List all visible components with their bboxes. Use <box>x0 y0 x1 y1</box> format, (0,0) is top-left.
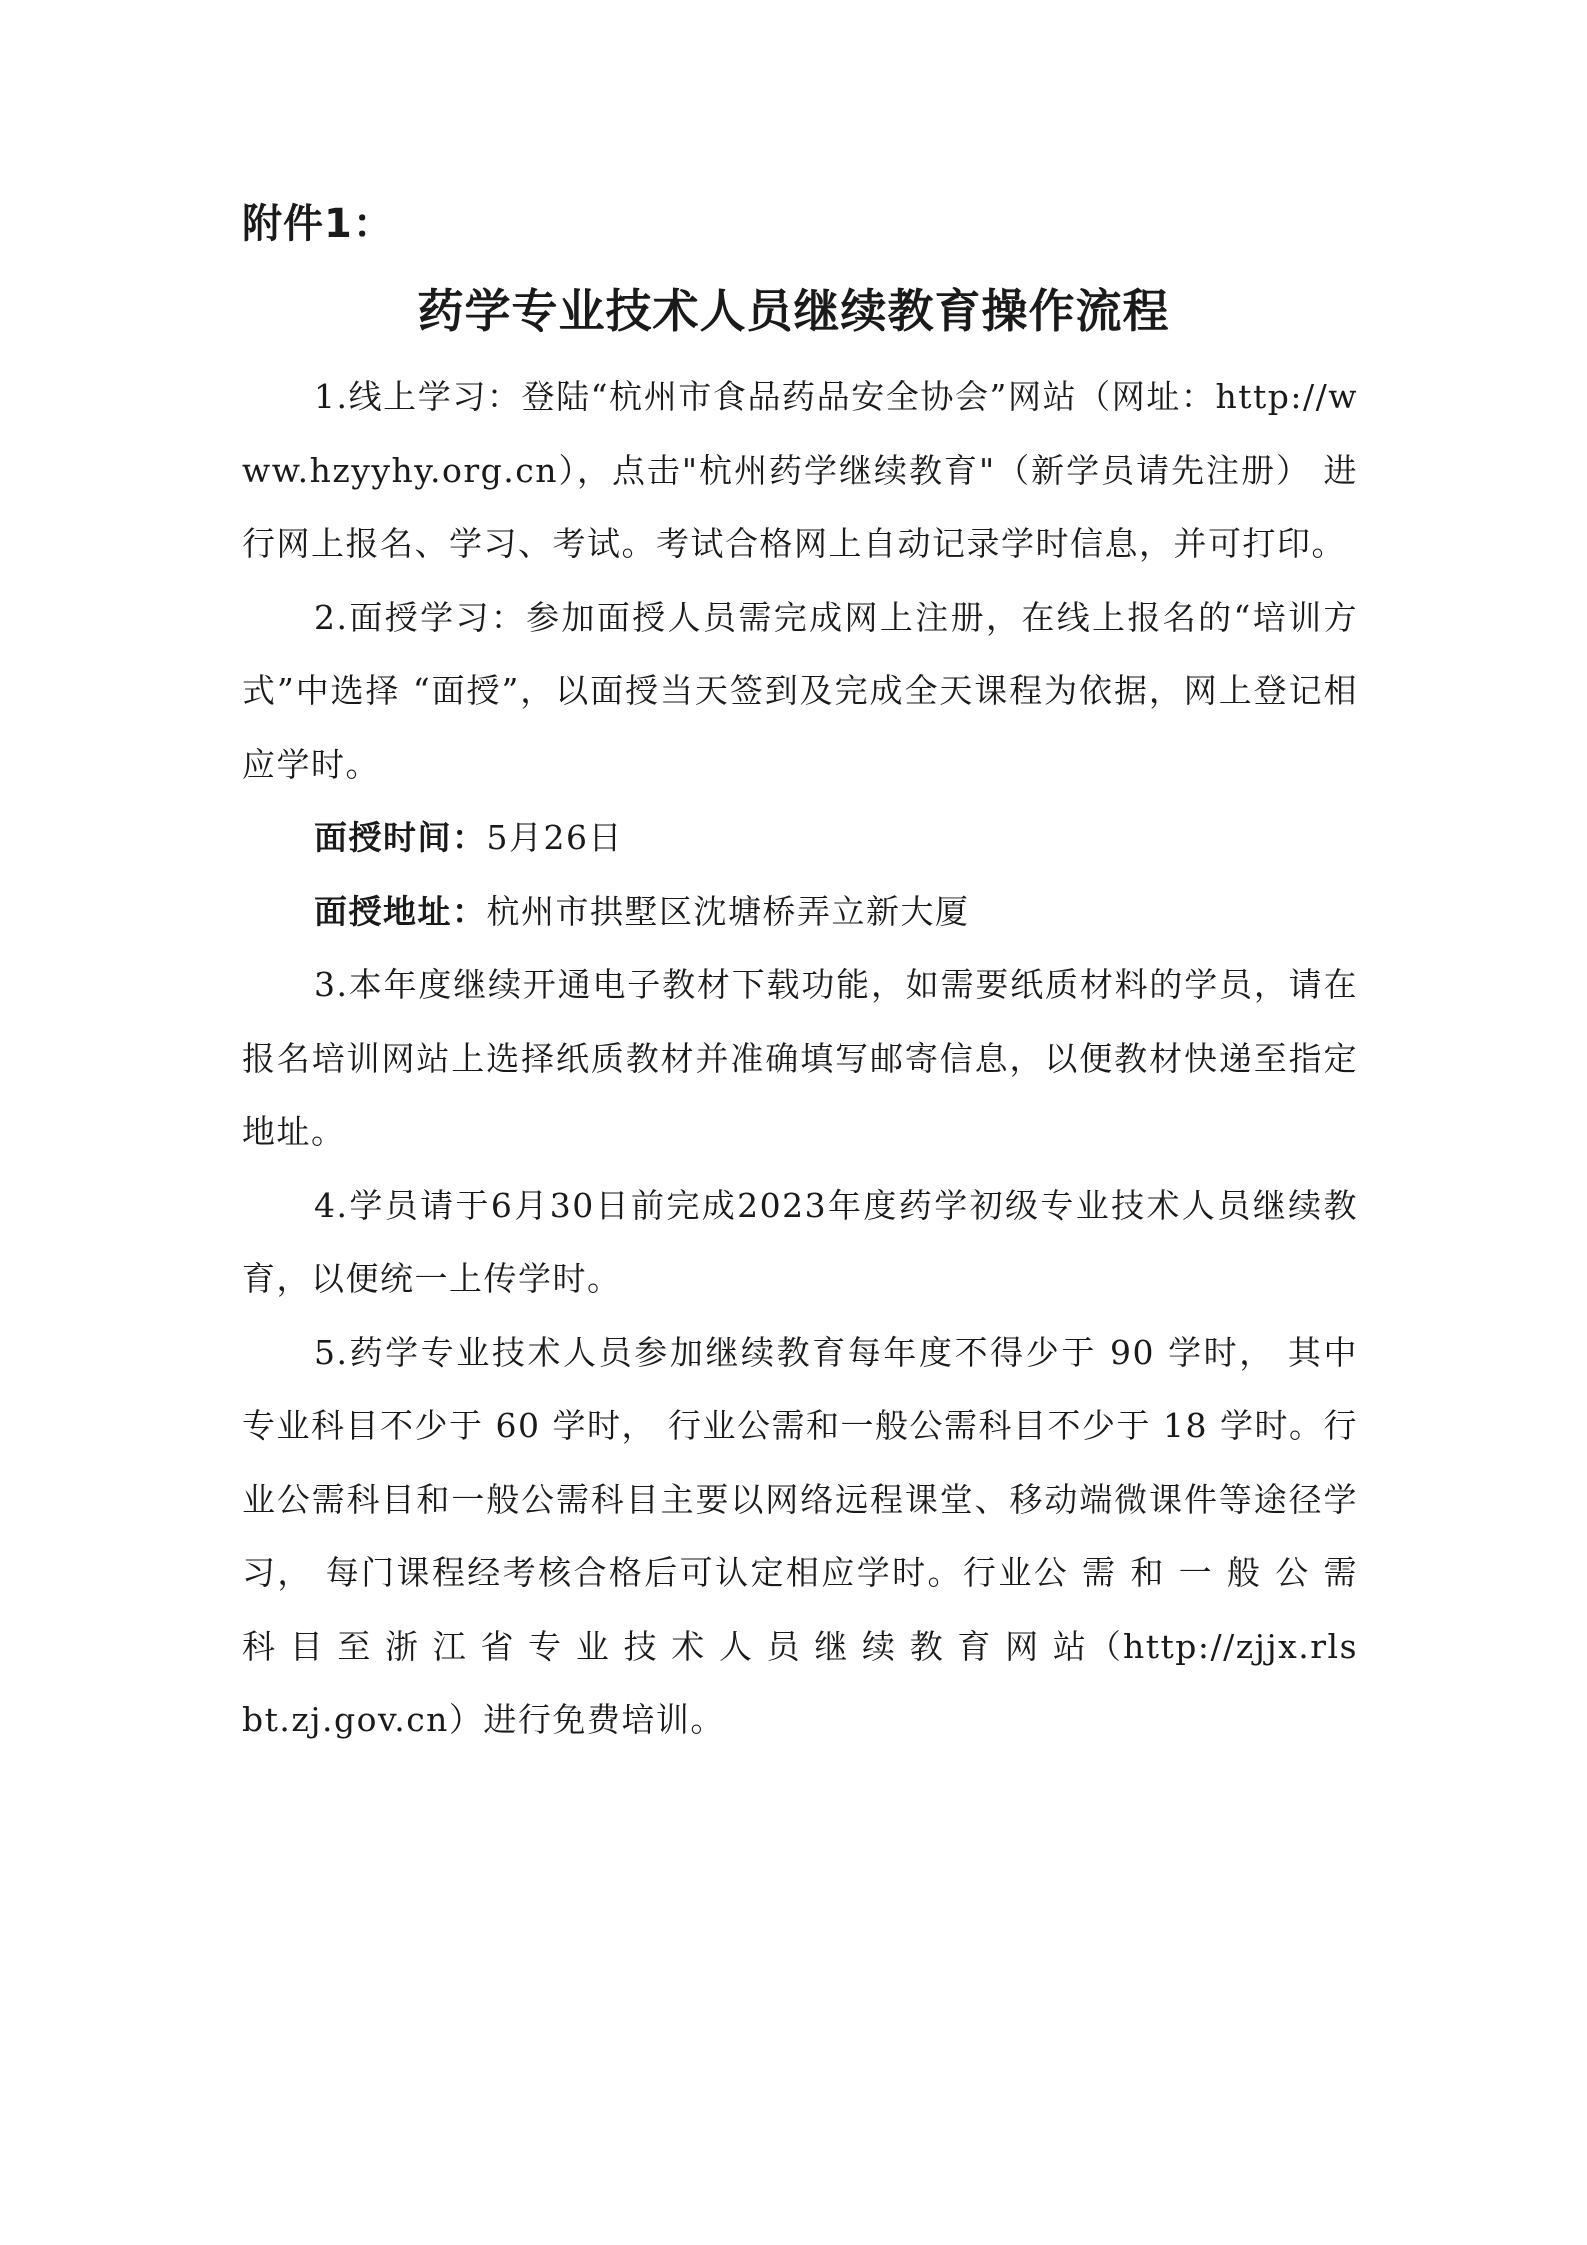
face-to-face-time <box>242 801 1358 875</box>
paragraph-credit-requirements: 5.药学专业技术人员参加继续教育每年度不得少于 90 学时， 其中专业科目不少于 60 学时， 行业公需和一般公需科目不少于 18 学时。行业公需科目和一般公需科目主要以网络远程课堂、移动端微课件等途径学习， 每门课程经考核合格后可认定相应学时。行业公 需 和 一 般 公 需 科 目 至 浙 江 省 专 业 技 术 人 员 继 续 教 育 网 站（http://zjjx.rlsbt.zj.gov.cn）进行免费培训。 <box>242 1332 1358 1739</box>
paragraph-online-learning: 1.线上学习：登陆“杭州市食品药品安全协会”网站（网址：http://www.hzyyhy.org.cn），点击"杭州药学继续教育"（新学员请先注册） 进行网上报名、学习、考试。考试合格网上自动记录学时信息，并可打印。 <box>242 377 1358 563</box>
paragraph-face-to-face-learning: 2.面授学习：参加面授人员需完成网上注册，在线上报名的“培训方式”中选择 “面授”，以面授当天签到及完成全天课程为依据，网上登记相应学时。 <box>242 597 1358 784</box>
face-to-face-time-value: 5月26日 <box>486 818 623 857</box>
face-to-face-address <box>242 875 1358 949</box>
face-to-face-address-value: 杭州市拱墅区沈塘桥弄立新大厦 <box>486 891 970 931</box>
face-to-face-time-label: 面授时间： <box>314 818 487 857</box>
attachment-label: 附件1： <box>242 201 394 247</box>
face-to-face-address-label: 面授地址： <box>314 891 487 931</box>
document-body <box>242 360 1358 1757</box>
paragraph-e-textbook: 3.本年度继续开通电子教材下载功能，如需要纸质材料的学员，请在报名培训网站上选择纸质教材并准确填写邮寄信息，以便教材快递至指定地址。 <box>242 965 1358 1151</box>
paragraph-deadline: 4.学员请于6月30日前完成2023年度药学初级专业技术人员继续教育，以便统一上传学时。 <box>242 1185 1358 1298</box>
document-title: 药学专业技术人员继续教育操作流程 <box>417 284 1170 338</box>
